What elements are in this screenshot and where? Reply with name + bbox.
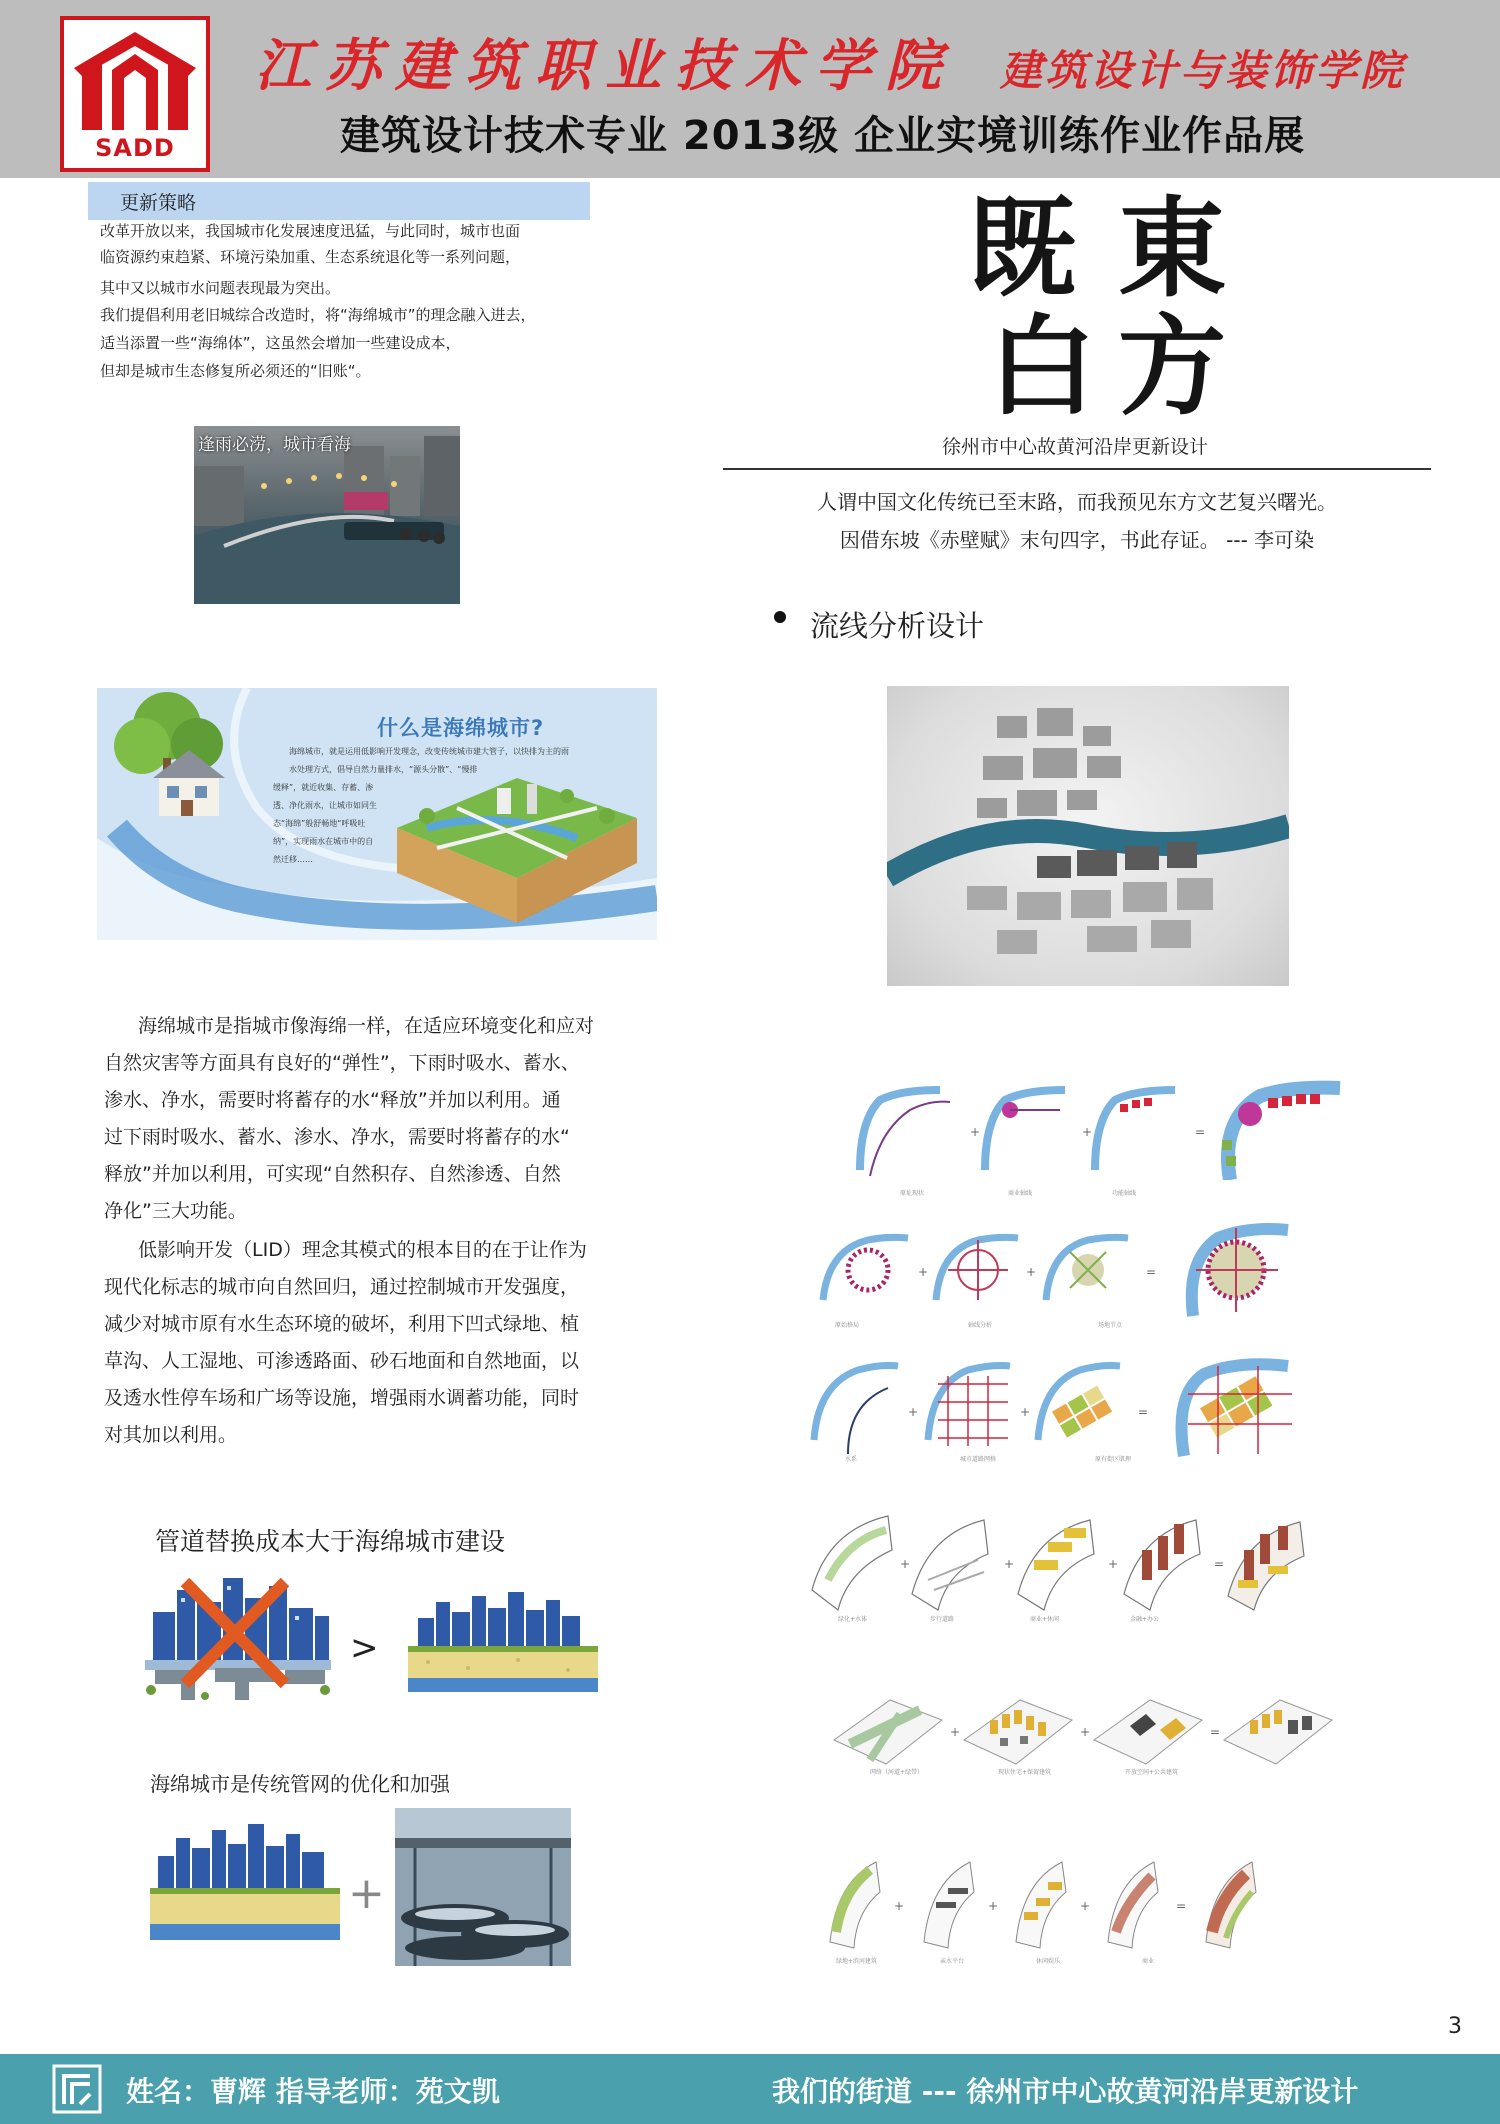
intro-line: 适当添置一些“海绵体”，这虽然会增加一些建设成本， bbox=[100, 334, 461, 352]
diagram-label: 场地节点 bbox=[1098, 1322, 1123, 1329]
project-subtitle: 徐州市中心故黄河沿岸更新设计 bbox=[941, 436, 1208, 458]
svg-text:=: = bbox=[1146, 1265, 1157, 1279]
diagram-label: 步行道路 bbox=[930, 1616, 955, 1623]
bullet-icon bbox=[774, 611, 786, 623]
site-model-graphic bbox=[887, 686, 1289, 986]
pipe-city-crossed-graphic bbox=[145, 1572, 331, 1702]
svg-text:=: = bbox=[1210, 1725, 1221, 1739]
flow-analysis-title: 流线分析设计 bbox=[810, 609, 985, 643]
body-line: 低影响开发（LID）理念其模式的根本目的在于让作为 bbox=[138, 1239, 587, 1261]
sponge-graphic-line: 透、净化雨水，让城市如同生 bbox=[273, 801, 377, 810]
svg-text:=: = bbox=[1214, 1557, 1225, 1571]
flow-diagram-row-3 bbox=[808, 1354, 1308, 1460]
sponge-graphic-line: 纳”，实现雨水在城市中的自 bbox=[273, 837, 374, 846]
svg-text:+: + bbox=[1026, 1265, 1037, 1279]
flood-photo-caption: 逢雨必涝，城市看海 bbox=[198, 435, 351, 455]
body-line: 草沟、人工湿地、可渗透路面、砂石地面和自然地面，以 bbox=[104, 1350, 580, 1372]
sponge-city-section-graphic bbox=[150, 1820, 340, 1940]
body-line: 对其加以利用。 bbox=[104, 1424, 238, 1446]
diagram-label: 轴线分析 bbox=[968, 1322, 993, 1329]
diagram-label: 原址现状 bbox=[900, 1190, 925, 1197]
pipe-cost-title: 管道替换成本大于海绵城市建设 bbox=[155, 1527, 506, 1556]
svg-text:+: + bbox=[1020, 1405, 1031, 1419]
diagram-label: 金融+办公 bbox=[1130, 1616, 1160, 1623]
body-line: 过下雨时吸水、蓄水、渗水、净水，需要时将蓄存的水“ bbox=[104, 1126, 570, 1148]
diagram-label: 商业+休闲 bbox=[1030, 1616, 1060, 1623]
sponge-graphic-title: 什么是海绵城市? bbox=[377, 716, 545, 740]
body-line: 减少对城市原有水生态环境的破坏，利用下凹式绿地、植 bbox=[104, 1313, 580, 1335]
logo-text: SADD bbox=[95, 134, 175, 162]
site-model-photo bbox=[887, 686, 1289, 986]
diagram-label: 休闲娱乐 bbox=[1036, 1958, 1061, 1965]
body-line: 及透水性停车场和广场等设施，增强雨水调蓄功能，同时 bbox=[104, 1387, 580, 1409]
divider bbox=[723, 468, 1431, 470]
flood-photo bbox=[194, 426, 460, 604]
sponge-graphic-line: 海绵城市，就是运用低影响开发理念，改变传统城市建大管子，以快排为主的雨 bbox=[289, 747, 569, 756]
section-title-bar bbox=[88, 182, 590, 220]
diagram-label: 商业轴线 bbox=[1008, 1190, 1033, 1197]
flow-diagram-row-1 bbox=[850, 1080, 1350, 1180]
utility-tunnel-photo bbox=[395, 1808, 571, 1966]
sponge-graphic-line: 态“海绵”般舒畅地“呼吸吐 bbox=[273, 819, 366, 828]
body-line: 自然灾害等方面具有良好的“弹性”，下雨时吸水、蓄水、 bbox=[104, 1052, 580, 1074]
diagram-label: 水系 bbox=[845, 1456, 858, 1463]
school-name: 江苏建筑职业技术学院 bbox=[255, 33, 955, 99]
diagram-label: 商业 bbox=[1142, 1958, 1155, 1965]
sponge-city-section-graphic bbox=[408, 1588, 598, 1692]
plus-symbol: + bbox=[348, 1868, 385, 1919]
body-line: 现代化标志的城市向自然回归，通过控制城市开发强度， bbox=[104, 1276, 580, 1298]
school-logo bbox=[60, 16, 210, 172]
calligraphy-char: 東 bbox=[1118, 186, 1227, 312]
quote-line: 人谓中国文化传统已至末路，而我预见东方文艺复兴曙光。 bbox=[817, 490, 1337, 514]
diagram-label: 绿化+水体 bbox=[838, 1616, 868, 1623]
college-name: 建筑设计与装饰学院 bbox=[1000, 46, 1406, 95]
svg-text:+: + bbox=[1004, 1557, 1015, 1571]
svg-text:+: + bbox=[894, 1899, 905, 1913]
intro-line: 但却是城市生态修复所必须还的“旧账“。 bbox=[100, 362, 371, 380]
diagram-label: 开放空间+公共建筑 bbox=[1125, 1769, 1179, 1776]
page-number: 3 bbox=[1448, 2014, 1462, 2039]
svg-text:=: = bbox=[1138, 1405, 1149, 1419]
quote-line: 因借东坡《赤壁赋》末句四字，书此存证。 --- 李可染 bbox=[839, 528, 1315, 552]
footer-student-info: 姓名：曹辉 指导老师：苑文凯 bbox=[126, 2075, 500, 2108]
body-line: 海绵城市是指城市像海绵一样，在适应环境变化和应对 bbox=[138, 1015, 595, 1037]
svg-text:+: + bbox=[918, 1265, 929, 1279]
network-title: 海绵城市是传统管网的优化和加强 bbox=[150, 1772, 450, 1796]
svg-text:+: + bbox=[1108, 1557, 1119, 1571]
svg-text:+: + bbox=[1082, 1125, 1093, 1139]
svg-text:=: = bbox=[1176, 1899, 1187, 1913]
body-line: 渗水、净水，需要时将蓄存的水“释放”并加以利用。通 bbox=[104, 1089, 561, 1111]
intro-line: 临资源约束趋紧、环境污染加重、生态系统退化等一系列问题， bbox=[100, 248, 521, 266]
sponge-graphic-line: 然迁移…… bbox=[273, 855, 313, 864]
section-title: 更新策略 bbox=[120, 192, 197, 214]
svg-text:=: = bbox=[1195, 1125, 1206, 1139]
calligraphy-char: 白 bbox=[988, 304, 1097, 430]
svg-text:+: + bbox=[950, 1725, 961, 1739]
intro-line: 其中又以城市水问题表现最为突出。 bbox=[100, 279, 341, 297]
sponge-graphic-line: 水处理方式，倡导自然力量排水，“源头分散”、“慢排 bbox=[289, 765, 478, 774]
svg-text:+: + bbox=[970, 1125, 981, 1139]
diagram-label: 功能轴线 bbox=[1112, 1190, 1137, 1197]
svg-text:+: + bbox=[1080, 1725, 1091, 1739]
greater-than-symbol: > bbox=[350, 1628, 379, 1668]
diagram-label: 原始格局 bbox=[835, 1322, 860, 1329]
flow-diagram-row-5 bbox=[830, 1680, 1340, 1770]
footer-logo-icon bbox=[52, 2064, 102, 2114]
sponge-graphic-line: 缓释”，就近收集、存蓄、渗 bbox=[273, 783, 374, 792]
diagram-label: 现状住宅+保留建筑 bbox=[998, 1769, 1052, 1776]
sponge-city-graphic bbox=[97, 688, 657, 940]
intro-line: 改革开放以来，我国城市化发展速度迅猛，与此同时，城市也面 bbox=[100, 222, 521, 240]
svg-text:+: + bbox=[988, 1899, 999, 1913]
exhibition-subtitle: 建筑设计技术专业 2013级 企业实境训练作业作品展 bbox=[340, 113, 1306, 159]
footer-project-title: 我们的街道 --- 徐州市中心故黄河沿岸更新设计 bbox=[772, 2075, 1359, 2108]
diagram-label: 绿地+滨河建筑 bbox=[836, 1958, 878, 1965]
diagram-label: 亲水平台 bbox=[940, 1958, 965, 1965]
diagram-label: 网络（河道+绿带） bbox=[870, 1769, 924, 1776]
svg-text:+: + bbox=[1080, 1899, 1091, 1913]
calligraphy-char: 方 bbox=[1118, 304, 1227, 430]
flow-diagram-row-2 bbox=[818, 1220, 1318, 1320]
flow-diagram-row-6 bbox=[826, 1852, 1306, 1952]
svg-text:+: + bbox=[900, 1557, 911, 1571]
body-line: 释放”并加以利用，可实现“自然积存、自然渗透、自然 bbox=[104, 1163, 561, 1185]
intro-line: 我们提倡利用老旧城综合改造时，将“海绵城市”的理念融入进去， bbox=[100, 306, 536, 324]
diagram-label: 原有街区肌理 bbox=[1095, 1456, 1132, 1463]
logo-building-icon bbox=[64, 26, 206, 136]
diagram-label: 城市道路网格 bbox=[960, 1456, 997, 1463]
flow-diagram-row-4 bbox=[808, 1510, 1308, 1614]
calligraphy-char: 既 bbox=[968, 186, 1077, 312]
svg-text:+: + bbox=[908, 1405, 919, 1419]
body-line: 净化”三大功能。 bbox=[104, 1200, 247, 1222]
